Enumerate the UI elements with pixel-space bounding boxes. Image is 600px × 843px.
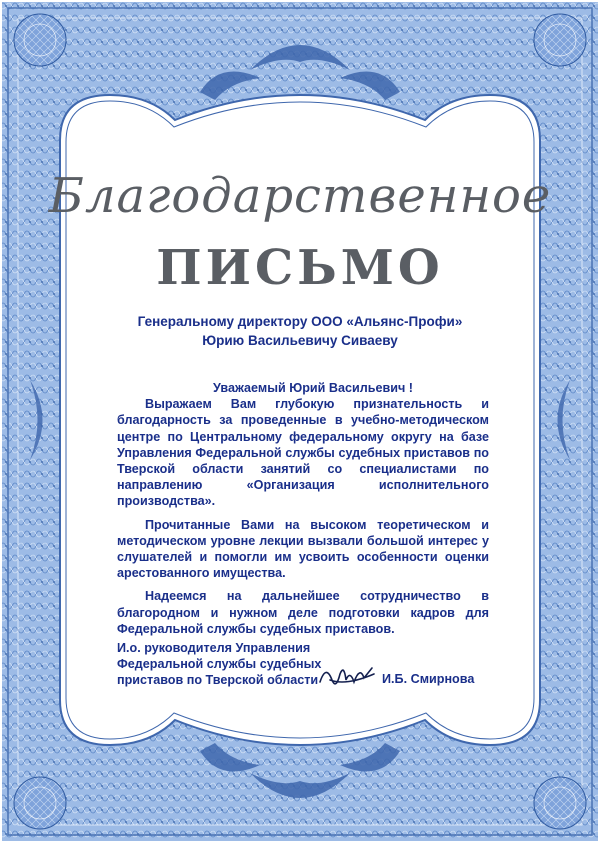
addressee-line-2: Юрию Васильевичу Сиваеву xyxy=(202,333,398,348)
paragraph-1: Выражаем Вам глубокую признательность и благодарность за проведенные в учебно-методическом центре по Центральному федеральному округу на базе Управления Федеральной службы судебных приставов по Тверской области занятий со специалистами по направлению «Организация исполнительного производства». xyxy=(117,397,489,509)
greeting: Уважаемый Юрий Васильевич ! xyxy=(213,381,413,395)
paragraph-3: Надеемся на дальнейшее сотрудничество в благородном и нужном деле подготовки кадров для Федеральной службы судебных приставов. xyxy=(117,589,489,636)
addressee-line-1: Генеральному директору ООО «Альянс-Профи» xyxy=(137,314,463,329)
signatory-name: И.Б. Смирнова xyxy=(382,672,475,686)
signatory-line-1: И.о. руководителя Управления xyxy=(117,641,311,655)
signature-icon xyxy=(316,660,378,694)
addressee-block xyxy=(110,312,490,350)
paragraph-2: Прочитанные Вами на высоком теоретическом и методическом уровне лекции вызвали большой интерес у слушателей и помогли им усвоить особенности оценки арестованного имущества. xyxy=(117,517,489,581)
signatory-line-2: Федеральной службы судебных xyxy=(117,657,322,672)
letter-body xyxy=(117,380,489,644)
title-line-2: ПИСЬМО xyxy=(156,240,444,296)
signatory-line-3: приставов по Тверской области xyxy=(117,673,319,688)
title-line-1: Благодарственное xyxy=(48,168,552,224)
